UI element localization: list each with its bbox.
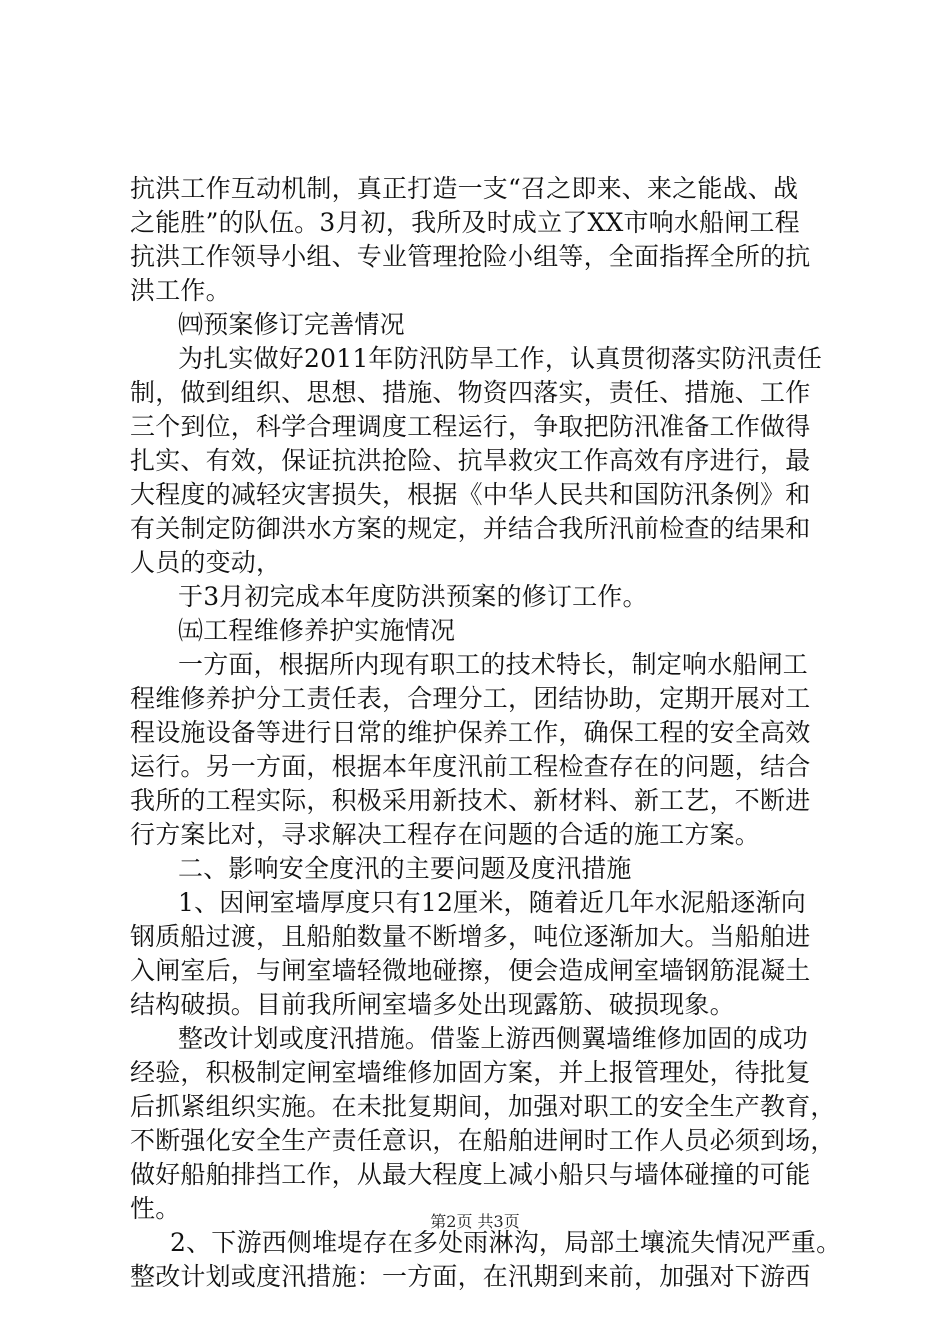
section-heading: 二、影响安全度汛的主要问题及度汛措施 xyxy=(178,854,632,883)
paragraph-line: 整改计划或度汛措施。借鉴上游西侧翼墙维修加固的成功 xyxy=(178,1024,809,1053)
paragraph-line: 于3月初完成本年度防洪预案的修订工作。 xyxy=(178,582,648,611)
paragraph-line: 抗洪工作领导小组、专业管理抢险小组等，全面指挥全所的抗 xyxy=(130,242,811,271)
paragraph-line: 三个到位，科学合理调度工程运行，争取把防汛准备工作做得 xyxy=(130,412,811,441)
paragraph-line: 不断强化安全生产责任意识，在船舶进闸时工作人员必须到场， xyxy=(130,1126,836,1155)
paragraph-line: 钢质船过渡，且船舶数量不断增多，吨位逐渐加大。当船舶进 xyxy=(130,922,811,951)
paragraph-line: 运行。另一方面，根据本年度汛前工程检查存在的问题，结合 xyxy=(130,752,811,781)
document-body xyxy=(130,172,842,1294)
paragraph-line: 制，做到组织、思想、措施、物资四落实，责任、措施、工作 xyxy=(130,378,811,407)
page-footer: 第2页 共3页 xyxy=(430,1212,520,1231)
paragraph-line: 1、因闸室墙厚度只有12厘米，随着近几年水泥船逐渐向 xyxy=(178,888,806,917)
paragraph-line: 洪工作。 xyxy=(130,276,231,305)
paragraph-line: 入闸室后，与闸室墙轻微地碰擦，便会造成闸室墙钢筋混凝土 xyxy=(130,956,811,985)
paragraph-line: 性。 xyxy=(130,1194,181,1223)
paragraph-line: 行方案比对，寻求解决工程存在问题的合适的施工方案。 xyxy=(130,820,761,849)
paragraph-line: 之能胜”的队伍。3月初，我所及时成立了XX市响水船闸工程 xyxy=(130,208,800,237)
paragraph-line: 经验，积极制定闸室墙维修加固方案，并上报管理处，待批复 xyxy=(130,1058,811,1087)
paragraph-line: 为扎实做好2011年防汛防旱工作，认真贯彻落实防汛责任 xyxy=(178,344,823,373)
paragraph-line: 人员的变动， xyxy=(130,548,282,577)
paragraph-line: 我所的工程实际，积极采用新技术、新材料、新工艺，不断进 xyxy=(130,786,811,815)
paragraph-line: 程设施设备等进行日常的维护保养工作，确保工程的安全高效 xyxy=(130,718,811,747)
paragraph-line: 后抓紧组织实施。在未批复期间，加强对职工的安全生产教育， xyxy=(130,1092,836,1121)
paragraph-line: 有关制定防御洪水方案的规定，并结合我所汛前检查的结果和 xyxy=(130,514,811,543)
paragraph-line: 整改计划或度汛措施：一方面，在汛期到来前，加强对下游西 xyxy=(130,1262,811,1291)
paragraph-line: 扎实、有效，保证抗洪抢险、抗旱救灾工作高效有序进行，最 xyxy=(130,446,811,475)
paragraph-line: 大程度的减轻灾害损失，根据《中华人民共和国防汛条例》和 xyxy=(130,480,811,509)
paragraph-line: 一方面，根据所内现有职工的技术特长，制定响水船闸工 xyxy=(178,650,809,679)
paragraph-line: 程维修养护分工责任表，合理分工，团结协助，定期开展对工 xyxy=(130,684,811,713)
paragraph-line: 抗洪工作互动机制，真正打造一支“召之即来、来之能战、战 xyxy=(130,174,799,203)
section-heading: ㈣预案修订完善情况 xyxy=(178,310,405,339)
paragraph-line: 2、下游西侧堆堤存在多处雨淋沟，局部土壤流失情况严重。 xyxy=(170,1228,842,1257)
section-heading: ㈤工程维修养护实施情况 xyxy=(178,616,456,645)
paragraph-line: 结构破损。目前我所闸室墙多处出现露筋、破损现象。 xyxy=(130,990,735,1019)
paragraph-line: 做好船舶排挡工作，从最大程度上减小船只与墙体碰撞的可能 xyxy=(130,1160,811,1189)
